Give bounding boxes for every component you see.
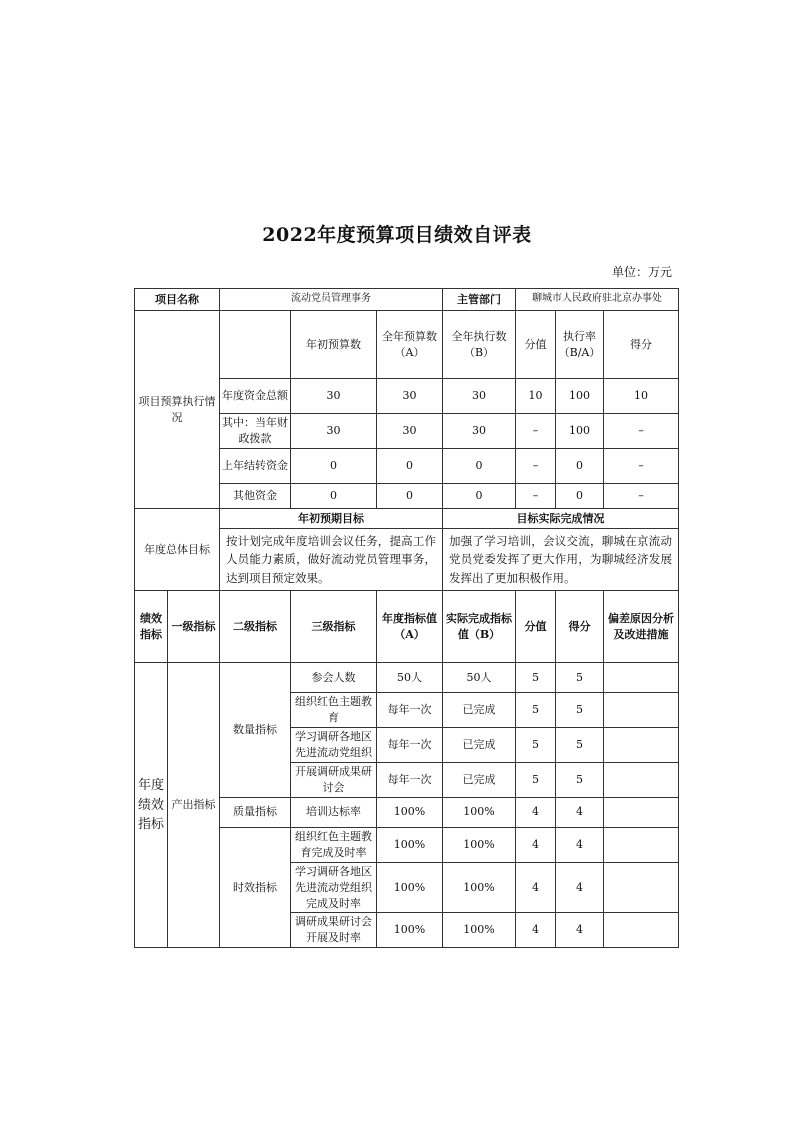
- indicator-target: 每年一次: [377, 693, 443, 728]
- indicator-header: 一级指标: [168, 591, 220, 663]
- indicator-name: 培训达标率: [291, 797, 377, 827]
- indicator-note: [604, 862, 679, 913]
- budget-cell: 0: [556, 484, 604, 509]
- budget-cell: 10: [516, 379, 556, 414]
- indicator-actual: 已完成: [443, 762, 516, 797]
- indicator-got: 5: [556, 728, 604, 763]
- budget-cell: 30: [377, 379, 443, 414]
- budget-cell: –: [516, 449, 556, 484]
- budget-row-label: 上年结转资金: [220, 449, 291, 484]
- budget-col-header: 全年执行数（B）: [443, 311, 516, 379]
- budget-section-label: 项目预算执行情况: [135, 311, 220, 509]
- planned-goal-header: 年初预期目标: [220, 509, 443, 529]
- level1-indicator-label: 产出指标: [168, 663, 220, 948]
- budget-cell: 0: [377, 484, 443, 509]
- indicator-header: 分值: [516, 591, 556, 663]
- indicator-header: 偏差原因分析及改进措施: [604, 591, 679, 663]
- indicator-actual: 100%: [443, 862, 516, 913]
- indicator-target: 每年一次: [377, 762, 443, 797]
- indicator-note: [604, 728, 679, 763]
- indicator-got: 4: [556, 913, 604, 948]
- budget-cell: 30: [291, 414, 377, 449]
- indicator-note: [604, 827, 679, 862]
- indicator-name: 参会人数: [291, 663, 377, 693]
- budget-cell: 0: [291, 449, 377, 484]
- indicator-got: 4: [556, 862, 604, 913]
- budget-cell: 100: [556, 379, 604, 414]
- planned-goal-text: 按计划完成年度培训会议任务，提高工作人员能力素质，做好流动党员管理事务，达到项目预定效果。: [220, 529, 443, 591]
- indicator-actual: 100%: [443, 913, 516, 948]
- indicator-note: [604, 762, 679, 797]
- indicator-score: 4: [516, 913, 556, 948]
- budget-cell: –: [604, 449, 679, 484]
- indicator-target: 50人: [377, 663, 443, 693]
- budget-empty-header: [220, 311, 291, 379]
- indicator-actual: 已完成: [443, 728, 516, 763]
- budget-col-header: 全年预算数（A）: [377, 311, 443, 379]
- budget-cell: –: [604, 484, 679, 509]
- dept-label: 主管部门: [443, 289, 516, 311]
- budget-col-header: 执行率（B/A）: [556, 311, 604, 379]
- indicator-got: 4: [556, 827, 604, 862]
- budget-row-label: 年度资金总额: [220, 379, 291, 414]
- actual-goal-header: 目标实际完成情况: [443, 509, 679, 529]
- project-name-label: 项目名称: [135, 289, 220, 311]
- level2-timeliness-label: 时效指标: [220, 827, 291, 948]
- budget-cell: –: [516, 414, 556, 449]
- indicator-name: 组织红色主题教育: [291, 693, 377, 728]
- budget-cell: 10: [604, 379, 679, 414]
- indicator-target: 每年一次: [377, 728, 443, 763]
- budget-cell: –: [604, 414, 679, 449]
- indicator-target: 100%: [377, 827, 443, 862]
- budget-cell: 30: [443, 414, 516, 449]
- indicator-note: [604, 693, 679, 728]
- budget-cell: 0: [291, 484, 377, 509]
- indicator-got: 4: [556, 797, 604, 827]
- indicator-score: 5: [516, 728, 556, 763]
- budget-cell: 30: [291, 379, 377, 414]
- indicator-header: 年度指标值（A）: [377, 591, 443, 663]
- indicator-actual: 100%: [443, 797, 516, 827]
- indicator-header: 得分: [556, 591, 604, 663]
- unit-label: 单位：万元: [611, 265, 672, 279]
- budget-cell: –: [516, 484, 556, 509]
- indicator-score: 4: [516, 797, 556, 827]
- perf-indicator-label: 年度绩效指标: [135, 663, 168, 948]
- indicator-actual: 已完成: [443, 693, 516, 728]
- indicator-note: [604, 913, 679, 948]
- budget-col-header: 分值: [516, 311, 556, 379]
- budget-row-label: 其中：当年财政拨款: [220, 414, 291, 449]
- indicator-note: [604, 663, 679, 693]
- project-name-value: 流动党员管理事务: [220, 289, 443, 311]
- indicator-name: 组织红色主题教育完成及时率: [291, 827, 377, 862]
- indicator-score: 5: [516, 693, 556, 728]
- indicator-score: 5: [516, 762, 556, 797]
- budget-cell: 0: [443, 484, 516, 509]
- indicator-got: 5: [556, 663, 604, 693]
- indicator-header: 二级指标: [220, 591, 291, 663]
- goals-section-label: 年度总体目标: [135, 509, 220, 591]
- indicator-name: 学习调研各地区先进流动党组织: [291, 728, 377, 763]
- indicator-got: 5: [556, 762, 604, 797]
- indicator-score: 4: [516, 862, 556, 913]
- budget-cell: 0: [443, 449, 516, 484]
- indicator-actual: 50人: [443, 663, 516, 693]
- level2-quality-label: 质量指标: [220, 797, 291, 827]
- indicator-header: 实际完成指标值（B）: [443, 591, 516, 663]
- indicator-actual: 100%: [443, 827, 516, 862]
- budget-cell: 0: [556, 449, 604, 484]
- indicator-score: 5: [516, 663, 556, 693]
- indicator-header: 三级指标: [291, 591, 377, 663]
- indicator-target: 100%: [377, 913, 443, 948]
- dept-value: 聊城市人民政府驻北京办事处: [516, 289, 679, 311]
- indicator-name: 调研成果研讨会开展及时率: [291, 913, 377, 948]
- indicator-name: 开展调研成果研讨会: [291, 762, 377, 797]
- budget-cell: 30: [377, 414, 443, 449]
- budget-cell: 0: [377, 449, 443, 484]
- indicator-target: 100%: [377, 797, 443, 827]
- budget-col-header: 得分: [604, 311, 679, 379]
- indicator-target: 100%: [377, 862, 443, 913]
- indicator-note: [604, 797, 679, 827]
- indicator-name: 学习调研各地区先进流动党组织完成及时率: [291, 862, 377, 913]
- budget-cell: 100: [556, 414, 604, 449]
- indicator-header: 绩效指标: [135, 591, 168, 663]
- budget-cell: 30: [443, 379, 516, 414]
- indicator-got: 5: [556, 693, 604, 728]
- performance-table: [134, 288, 679, 948]
- actual-goal-text: 加强了学习培训，会议交流，聊城在京流动党员党委发挥了更大作用，为聊城经济发展发挥出了更加积极作用。: [443, 529, 679, 591]
- level2-quantity-label: 数量指标: [220, 663, 291, 798]
- indicator-score: 4: [516, 827, 556, 862]
- budget-col-header: 年初预算数: [291, 311, 377, 379]
- page-title: 2022年度预算项目绩效自评表: [262, 224, 532, 246]
- budget-row-label: 其他资金: [220, 484, 291, 509]
